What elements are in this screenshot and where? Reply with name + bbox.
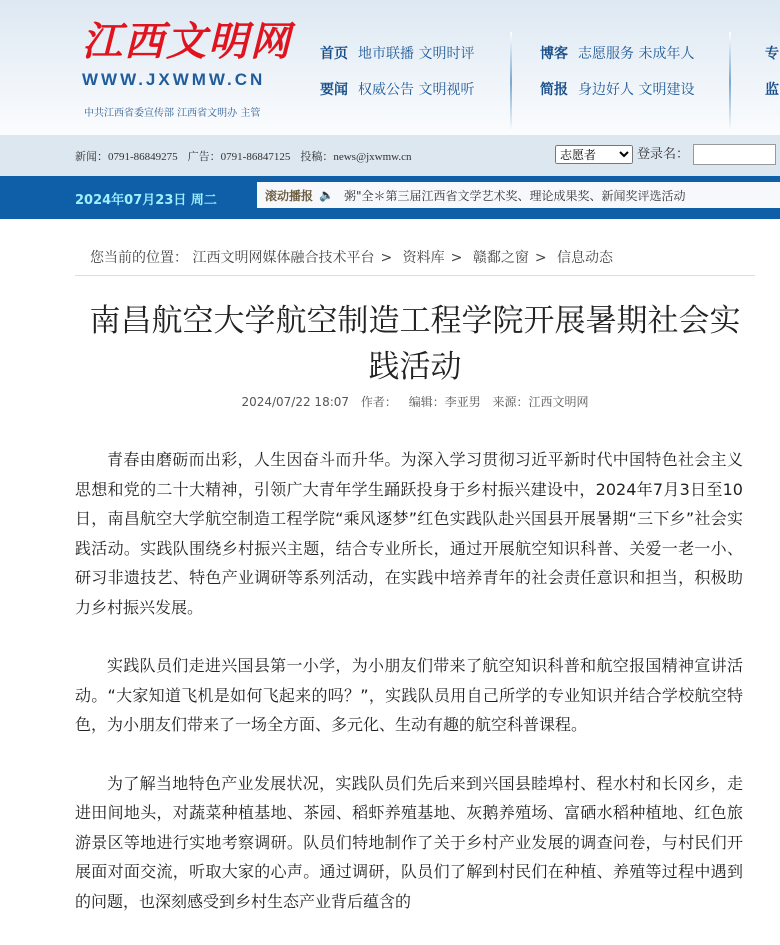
login-form: [555, 144, 780, 165]
article-paragraph: 青春由磨砺而出彩，人生因奋斗而升华。为深入学习贯彻习近平新时代中国特色社会主义思想和党的二十大精神，引领广大青年学生踊跃投身于乡村振兴建设中，2024年7月3日至10日，南昌航空大学航空制造工程学院“乘风逐梦”红色实践队赴兴国县开展暑期“三下乡”社会实践活动。实践队围绕乡村振兴主题，结合专业所长，通过开展航空知识科普、关爱一老一小、研习非遗技艺、特色产业调研等系列活动，在实践中培养青年的社会责任意识和担当，积极助力乡村振兴发展。: [75, 450, 743, 617]
nav-divider: [510, 32, 512, 132]
login-label: 登录名：: [637, 147, 690, 162]
news-ticker: [257, 182, 780, 208]
logo-url: WWW.JXWMW.CN: [82, 70, 266, 89]
date-ticker-bar: [0, 176, 780, 219]
nav-group-1: [320, 36, 474, 108]
current-date: 2024年07月23日 周二: [75, 193, 217, 208]
nav-divider: [729, 32, 731, 132]
breadcrumb-sep: >: [450, 250, 463, 266]
ad-phone: 广告：0791-86847125: [187, 150, 291, 163]
nav-links[interactable]: 权威公告 文明视听: [358, 82, 475, 98]
site-header: [0, 0, 780, 135]
nav-supervise[interactable]: 监: [765, 82, 779, 98]
breadcrumb-sep: >: [380, 250, 393, 266]
divider: [75, 275, 755, 276]
ticker-item[interactable]: 粥"全＊第三届江西省文学艺术奖、理论成果奖、新闻奖评选活动: [343, 188, 686, 203]
article-title: 南昌航空大学航空制造工程学院开展暑期社会实践活动: [89, 303, 741, 385]
article-paragraph: 实践队员们走进兴国县第一小学，为小朋友们带来了航空知识科普和航空报国精神宣讲活动。“大家知道飞机是如何飞起来的吗？”，实践队员用自己所学的专业知识并结合学校航空特色，为小朋友们带来了一场全方面、多元化、生动有趣的航空科普课程。: [75, 656, 743, 734]
nav-special[interactable]: 专: [765, 46, 779, 62]
nav-brief[interactable]: 简报: [540, 82, 568, 98]
login-name-input[interactable]: [693, 144, 776, 165]
breadcrumb-item[interactable]: 赣鄱之窗: [472, 250, 529, 266]
article-body: [75, 445, 743, 945]
breadcrumb-prefix: 您当前的位置：: [90, 250, 188, 266]
contact-bar: [0, 135, 780, 176]
nav-group-3: [765, 36, 780, 108]
logo-text: 江西文明网: [82, 18, 292, 65]
logo-subtitle: 中共江西省委宣传部 江西省文明办 主管: [84, 108, 261, 119]
role-select[interactable]: [555, 145, 633, 164]
article-datetime: 2024/07/22 18:07: [241, 395, 350, 409]
article-paragraph: 为了解当地特色产业发展状况，实践队员们先后来到兴国县睦埠村、程水村和长冈乡，走进田间地头，对蔬菜种植基地、茶园、稻虾养殖基地、灰鹅养殖场、富硒水稻种植地、红色旅游景区等地进行实地考察调研。队员们特地制作了关于乡村产业发展的调查问卷，与村民们开展面对面交流，听取大家的心声。通过调研，队员们了解到村民们在种植、养殖等过程中遇到的问题，也深刻感受到乡村生态产业背后蕴含的: [75, 773, 743, 911]
news-phone: 新闻：0791-86849275: [75, 150, 178, 163]
nav-blog[interactable]: 博客: [540, 46, 568, 62]
site-logo[interactable]: [82, 18, 292, 119]
article-author: 作者：: [360, 395, 397, 409]
nav-links[interactable]: 身边好人 文明建设: [578, 82, 695, 98]
submit-email[interactable]: 投稿：news@jxwmw.cn: [300, 150, 412, 163]
article-editor: 编辑：李亚男: [408, 395, 481, 409]
breadcrumb: [90, 247, 613, 267]
article-meta: [75, 393, 755, 410]
breadcrumb-item[interactable]: 信息动态: [557, 250, 614, 266]
article-source: 来源：江西文明网: [492, 395, 589, 409]
speaker-icon: 🔈: [319, 188, 334, 202]
nav-news[interactable]: 要闻: [320, 82, 348, 98]
ticker-label: 滚动播报: [265, 188, 314, 203]
breadcrumb-item[interactable]: 江西文明网媒体融合技术平台: [192, 250, 375, 266]
nav-group-2: [540, 36, 694, 108]
breadcrumb-sep: >: [534, 250, 547, 266]
nav-links[interactable]: 志愿服务 未成年人: [578, 46, 695, 62]
nav-home[interactable]: 首页: [320, 46, 348, 62]
nav-links[interactable]: 地市联播 文明时评: [358, 46, 475, 62]
breadcrumb-item[interactable]: 资料库: [402, 250, 445, 266]
